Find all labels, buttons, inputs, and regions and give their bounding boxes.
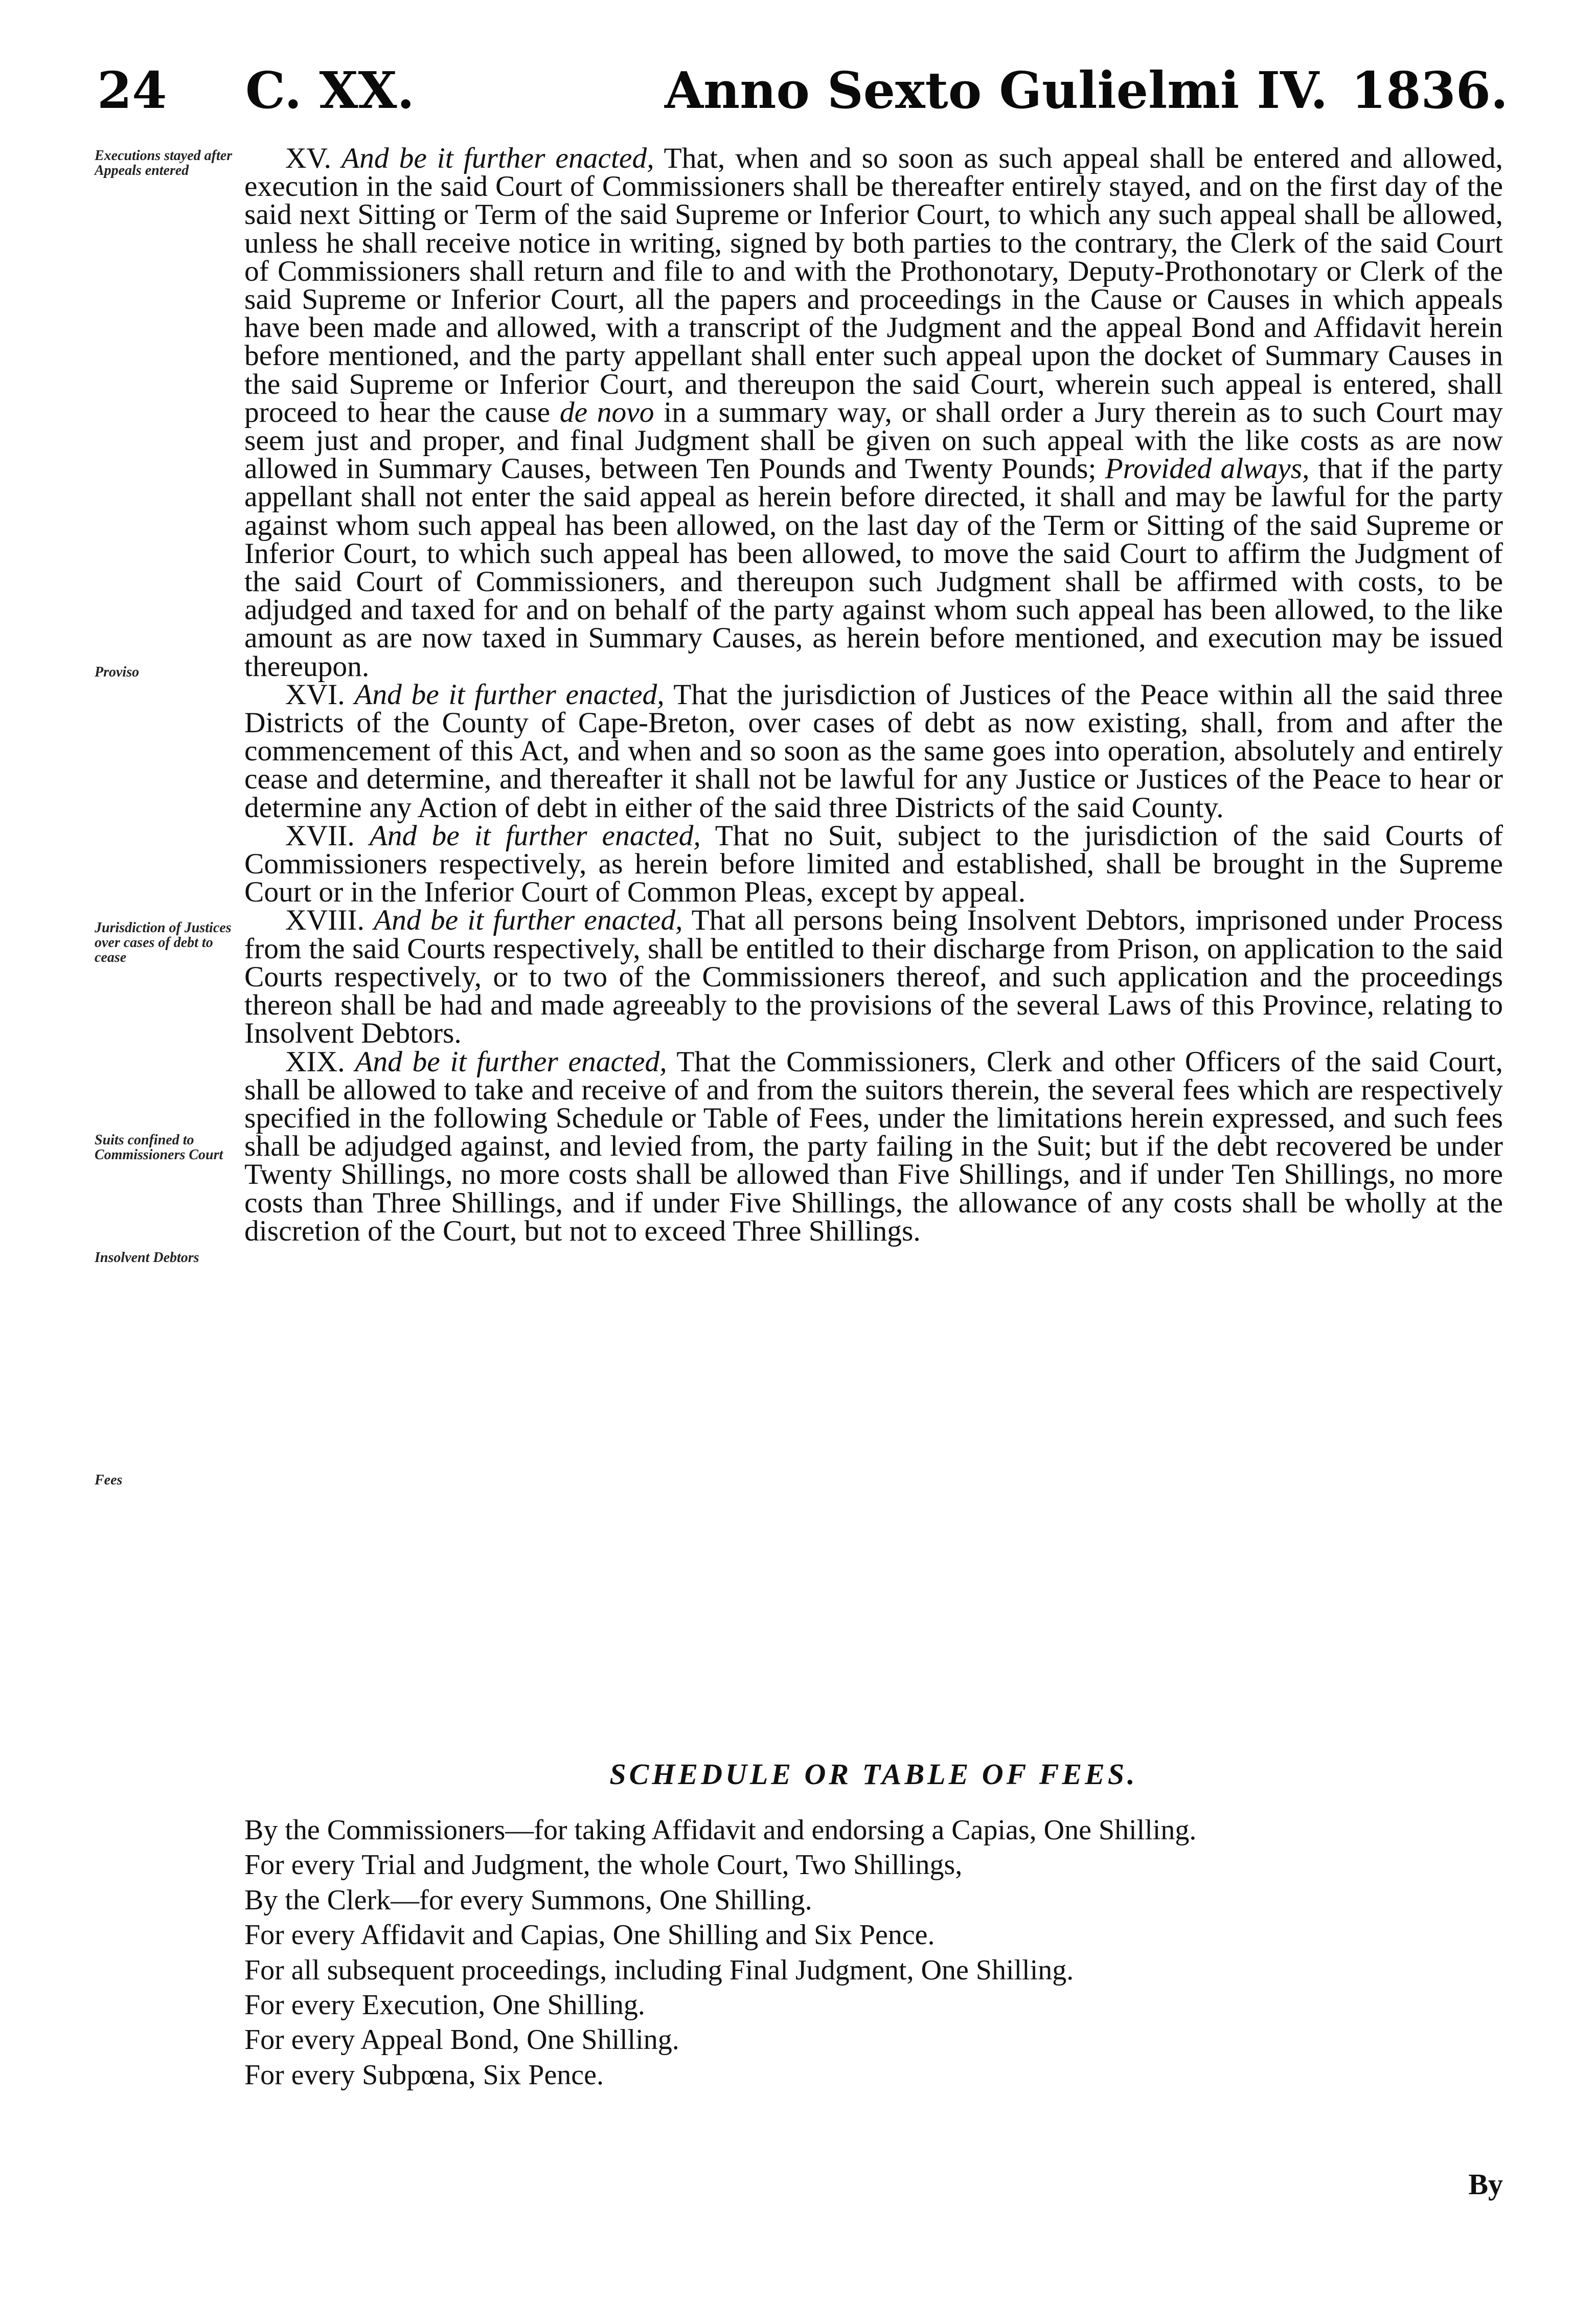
proviso-clause: Provided always,: [1105, 453, 1310, 485]
chapter-number: C. XX.: [245, 61, 415, 120]
running-title: Anno Sexto Gulielmi IV.: [665, 61, 1328, 120]
section-number: XVI.: [285, 678, 345, 711]
margin-note-insolvent: Insolvent Debtors: [95, 1250, 199, 1266]
section-xix: [244, 1045, 1503, 1247]
section-number: XVII.: [285, 819, 355, 852]
schedule-title: SCHEDULE OR TABLE OF FEES.: [609, 1757, 1138, 1791]
margin-note-executions: Executions stayed after Appeals entered: [95, 148, 233, 178]
fee-line: By the Clerk—for every Summons, One Shilling.: [244, 1884, 812, 1916]
section-xvii: [244, 819, 1503, 909]
act-body: [244, 144, 1503, 1245]
catchword: By: [1468, 2168, 1503, 2201]
de-novo-phrase: de novo: [559, 396, 654, 429]
enacting-clause: And be it further enacted,: [374, 904, 683, 937]
enacting-clause: And be it further enacted,: [355, 1045, 667, 1078]
enacting-clause: And be it further enacted,: [341, 142, 654, 174]
section-text: That, when and so soon as such appeal shall be entered and allowed, execution in the said Court of Commissioners shall be thereafter entirely stayed, and on the first day of the said next Sitting or Term of the said Supreme or Inferior Court, to which any such appeal shall be allowed, unless he shall receive notice in writing, signed by both parties to the contrary, the Clerk of the said Court of Commissioners shall return and file to and with the Prothonotary, Deputy-Prothonotary or Clerk of the said Supreme or Inferior Court, all the papers and proceedings in the Cause or Causes in which appeals have been made and allowed, with a transcript of the Judgment and the appeal Bond and Affidavit herein before mentioned, and the party appellant shall enter such appeal upon the docket of Summary Causes in the said Supreme or Inferior Court, and thereupon the said Court, wherein such appeal is entered, shall proceed to hear the cause: [244, 142, 1503, 429]
section-text: That all persons being Insolvent Debtors, imprisoned under Process from the said Courts respectively, shall be entitled to their discharge from Prison, on application to the said Courts respectively, or to two of the Commissioners thereof, and such application and the proceedings thereon shall be had and made agreeably to the provisions of the several Laws of this Province, relating to Insolvent Debtors.: [244, 904, 1503, 1050]
enacting-clause: And be it further enacted,: [354, 678, 665, 711]
section-number: XV.: [285, 142, 332, 174]
section-text: That the Commissioners, Clerk and other Officers of the said Court, shall be allowed to take and receive of and from the suitors therein, the several fees which are respectively specified in the following Schedule or Table of Fees, under the limitations herein expressed, and such fees shall be adjudged against, and levied from, the party failing in the Suit; but if the debt recovered be under Twenty Shillings, no more costs shall be allowed than Five Shillings, and if under Ten Shillings, no more costs than Three Shillings, and if under Five Shillings, the allowance of any costs shall be wholly at the discretion of the Court, but not to exceed Three Shillings.: [244, 1045, 1503, 1247]
fee-schedule: [244, 1813, 1512, 2092]
section-xv: [244, 144, 1503, 681]
fee-line: For every Appeal Bond, One Shilling.: [244, 2024, 679, 2056]
margin-note-jurisdiction: Jurisdiction of Justices over cases of debt to cease: [95, 920, 232, 965]
fee-line: For every Affidavit and Capias, One Shilling and Six Pence.: [244, 1919, 935, 1951]
fee-line: For every Subpœna, Six Pence.: [244, 2059, 604, 2091]
section-text-proviso: that if the party appellant shall not enter the said appeal as herein before directed, it shall and may be lawful for the party against whom such appeal has been allowed, on the last day of the Term or Sitting of the said Supreme or Inferior Court, to which such appeal has been allowed, to move the said Court to affirm the Judgment of the said Court of Commissioners, and thereupon such Judgment shall be affirmed with costs, to be adjudged and taxed for and on behalf of the party against whom such appeal has been allowed, to the like amount as are now taxed in Summary Causes, as herein before mentioned, and execution may be issued thereupon.: [244, 453, 1503, 683]
fee-line: For all subsequent proceedings, including Final Judgment, One Shilling.: [244, 1954, 1074, 1986]
fee-line: For every Execution, One Shilling.: [244, 1989, 645, 2021]
margin-note-fees: Fees: [95, 1472, 123, 1488]
fee-line: For every Trial and Judgment, the whole Court, Two Shillings,: [244, 1849, 963, 1881]
fee-line: By the Commissioners—for taking Affidavit and endorsing a Capias, One Shilling.: [244, 1814, 1197, 1846]
page-number: 24: [97, 61, 167, 120]
section-number: XVIII.: [285, 904, 364, 937]
section-xvi: [244, 678, 1503, 824]
section-number: XIX.: [285, 1045, 345, 1078]
section-text: That the jurisdiction of Justices of the Peace within all the said three Districts of the County of Cape-Breton, over cases of debt as now existing, shall, from and after the commencement of this Act, and when and so soon as the same goes into operation, absolutely and entirely cease and determine, and thereafter it shall not be lawful for any Justice or Justices of the Peace to hear or determine any Action of debt in either of the said three Districts of the said County.: [244, 678, 1503, 824]
enacting-clause: And be it further enacted,: [369, 819, 701, 852]
page-header: [97, 61, 1508, 133]
margin-note-suits: Suits confined to Commissioners Court: [95, 1132, 223, 1163]
margin-note-proviso: Proviso: [95, 664, 140, 680]
section-xviii: [244, 904, 1503, 1050]
section-text: That no Suit, subject to the jurisdiction of the said Courts of Commissioners respectively, as herein before limited and established, shall be brought in the Supreme Court or in the Inferior Court of Common Pleas, except by appeal.: [244, 819, 1503, 909]
section-text-continued: in a summary way, or shall order a Jury therein as to such Court may seem just and proper, and final Judgment shall be given on such appeal with the like costs as are now allowed in Summary Causes, between Ten Pounds and Twenty Pounds;: [244, 396, 1503, 485]
header-year: 1836.: [1351, 61, 1508, 120]
